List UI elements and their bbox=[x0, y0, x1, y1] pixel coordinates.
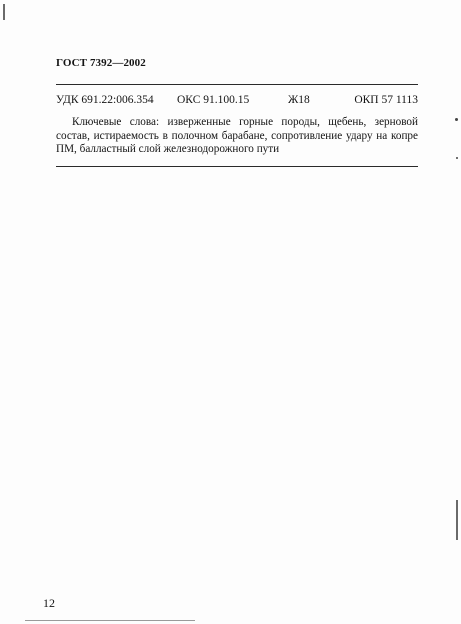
page-number: 12 bbox=[43, 596, 55, 610]
scan-edge-mark bbox=[3, 4, 5, 20]
bottom-divider bbox=[56, 166, 418, 167]
scan-speck bbox=[455, 118, 458, 121]
keywords-paragraph: Ключевые слова: изверженные горные породы, щебень, зерновой состав, истираемость в полочном барабане, сопротивление удару на копре ПМ, балластный слой железнодорожного пути bbox=[56, 116, 418, 155]
scan-speck bbox=[456, 157, 458, 159]
okp-code: ОКП 57 1113 bbox=[354, 94, 418, 106]
group-code: Ж18 bbox=[288, 94, 310, 106]
footer-edge-line bbox=[25, 620, 195, 621]
oks-code: ОКС 91.100.15 bbox=[177, 94, 250, 106]
scan-edge-mark bbox=[456, 500, 458, 540]
top-divider bbox=[56, 84, 418, 85]
udc-code: УДК 691.22:006.354 bbox=[56, 94, 154, 106]
standard-header: ГОСТ 7392—2002 bbox=[56, 57, 146, 69]
